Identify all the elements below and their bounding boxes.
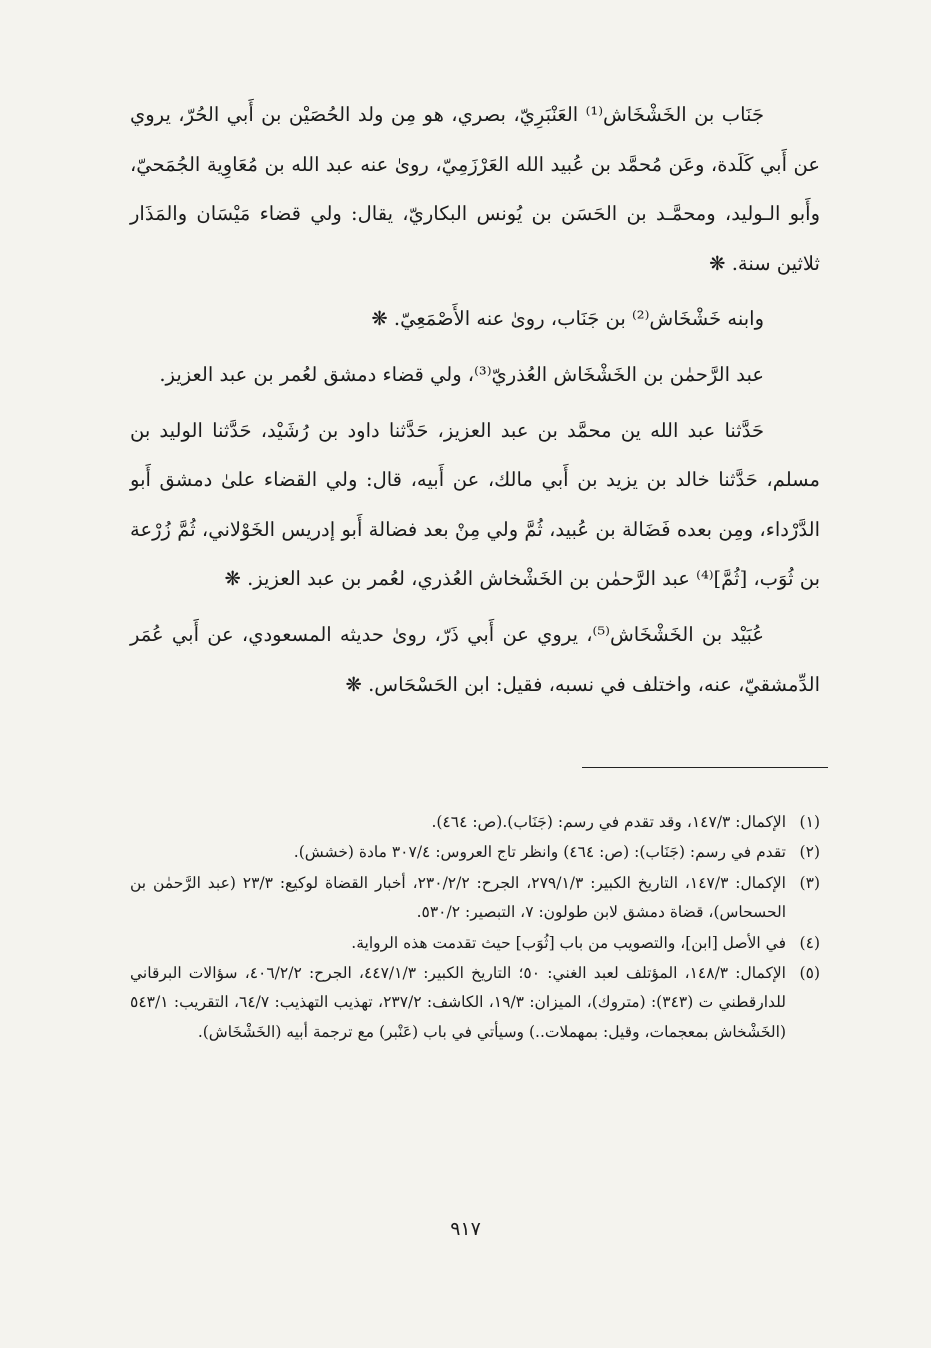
entry-khashkhash: وابنه خَشْخَاش⁽²⁾ بن جَنَاب، روىٰ عنه الأَصْمَعِيّ. ❋ bbox=[371, 307, 764, 331]
footnote-number: (١) bbox=[799, 813, 820, 831]
footnote-separator bbox=[582, 767, 828, 768]
main-text bbox=[130, 90, 820, 715]
footnote-number: (٣) bbox=[799, 873, 820, 892]
page-number: ٩١٧ bbox=[450, 1218, 481, 1240]
narration-paragraph: حَدَّثنا عبد الله ين محمَّد بن عبد العزيز، حَدَّثنا داود بن رُشَيْد، حَدَّثنا الوليد بن مسلم، حَدَّثنا خالد بن يزيد بن أَبي مالك، عن أَبيه، قال: ولي القضاء علىٰ دمشق أَبو الدَّرْداء، ومِن بعده فَضَالة بن عُبيد، ثُمَّ ولي مِنْ بعد فضالة أَبو إدريس الخَوْلاني، ثُمَّ زُرْعة بن ثُوَب، [ثُمَّ]⁽⁴⁾ عبد الرَّحمٰن بن الخَشْخاش العُذري، لعُمر بن عبد العزيز. ❋ bbox=[130, 418, 820, 591]
entry-abdurrahman: عبد الرَّحمٰن بن الخَشْخَاش العُذريّ⁽³⁾، ولي قضاء دمشق لعُمر بن عبد العزيز. bbox=[159, 362, 764, 386]
entry-ubayd: عُبَيْد بن الخَشْخَاش⁽⁵⁾، يروي عن أَبي ذَرّ، روىٰ حديثه المسعودي، عن أَبي عُمَر الدِّمشقيّ، عنه، واختلف في نسبه، فقيل: ابن الحَسْحَاس. ❋ bbox=[130, 622, 820, 696]
footnote-number: (٤) bbox=[799, 933, 820, 952]
footnotes bbox=[130, 808, 820, 1048]
footnote-text: في الأصل [ابن]، والتصويب من باب [ثُوَب] حيث تقدمت هذه الرواية. bbox=[351, 933, 786, 952]
footnote bbox=[130, 838, 820, 867]
footnote-text: الإكمال: ١٤٨/٣، المؤتلف لعبد الغني: ٥٠؛ التاريخ الكبير: ٤٤٧/١/٣، الجرح: ٤٠٦/٢/٢، سؤالات البرقاني للدارقطني ت (٣٤٣): (متروك)، الميزان: ١٩/٣، الكاشف: ٢٣٧/٢، تهذيب التهذيب: ٦٤/٧، التقريب: ٥٤٣/١ (الخَشْخاش بمعجمات، وقيل: بمهملات..) وسيأتي في باب (عَنْبر) مع ترجمة أبيه (الخَشْخَاش). bbox=[130, 964, 787, 1041]
footnote bbox=[130, 959, 820, 1047]
footnote bbox=[130, 869, 820, 928]
footnote bbox=[130, 808, 820, 837]
entry-janab: جَنَاب بن الخَشْخَاش⁽¹⁾ العَنْبَرِيّ، بصري، هو مِن ولد الحُصَيْن بن أَبي الحُرّ، يروي عن أَبي كَلَدة، وعَن مُحمَّد بن عُبيد الله العَرْزَمِيّ، روىٰ عنه عبد الله بن مُعَاوِية الجُمَحيّ، وأَبو الـوليد، ومحمَّـد بن الحَسَن بن يُونس البكاريّ، يقال: ولي قضاء مَيْسَان والمَذَار ثلاثين سنة. ❋ bbox=[130, 103, 820, 275]
footnote-number: (٢) bbox=[799, 843, 820, 862]
footnote bbox=[130, 929, 820, 958]
footnote-number: (٥) bbox=[799, 964, 820, 983]
footnote-text: الإكمال: ١٤٧/٣، التاريخ الكبير: ٢٧٩/١/٣، الجرح: ٢٣٠/٢/٢، أخبار القضاة لوكيع: ٢٣/٣ (عبد الرَّحمٰن بن الحسحاس)، قضاة دمشق لابن طولون: ٧، التبصير: ٥٣٠/٢. bbox=[130, 873, 786, 922]
footnote-text: تقدم في رسم: (جَنَاب): (ص: ٤٦٤) وانظر تاج العروس: ٣٠٧/٤ مادة (خشش). bbox=[293, 843, 786, 862]
footnote-text: الإكمال: ١٤٧/٣، وقد تقدم في رسم: (جَنَاب).(ص: ٤٦٤). bbox=[431, 813, 786, 831]
